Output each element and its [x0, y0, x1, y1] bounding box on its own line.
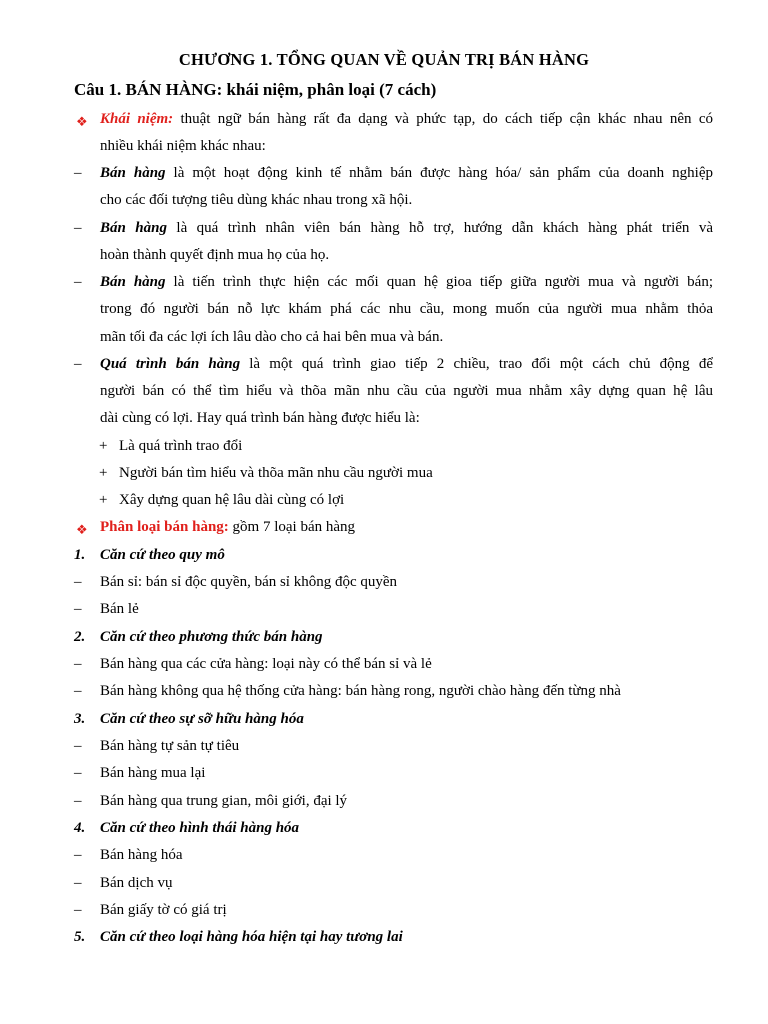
plus-bullet: +	[99, 492, 108, 508]
group-4-item-2: Bán dịch vụ	[100, 875, 173, 891]
plus-bullet: +	[99, 465, 108, 481]
group-1-number: 1.	[74, 547, 86, 563]
concept-line-2: nhiều khái niệm khác nhau:	[100, 138, 266, 154]
definition-4-line-1: Quá trình bán hàng là một quá trình giao tiếp 2 chiều, trao đổi một cách chủ động để	[100, 356, 714, 372]
dash-bullet: –	[74, 765, 82, 781]
definition-1-line-2: cho các đối tượng tiêu dùng khác nhau trong xã hội.	[100, 192, 413, 208]
dash-bullet: –	[74, 574, 82, 590]
definition-3-line-1: Bán hàng là tiến trình thực hiện các mối quan hệ gioa tiếp giữa người mua và người bán;	[100, 274, 713, 290]
dash-bullet: –	[74, 683, 82, 699]
definition-3-line-2: trong đó người bán nỗ lực khám phá các nhu cầu, mong muốn của người mua nhằm thỏa	[100, 301, 713, 317]
group-3-number: 3.	[74, 711, 86, 727]
classification-line: Phân loại bán hàng: gồm 7 loại bán hàng	[100, 519, 356, 535]
group-1-heading: Căn cứ theo quy mô	[100, 547, 225, 563]
group-2-item-2: Bán hàng không qua hệ thống cửa hàng: bán hàng rong, người chào hàng đến từng nhà	[100, 683, 621, 699]
dash-bullet: –	[74, 220, 82, 236]
process-point-2: Người bán tìm hiểu và thõa mãn nhu cầu người mua	[119, 465, 433, 481]
definition-4-line-3: dài cùng có lợi. Hay quá trình bán hàng được hiểu là:	[100, 410, 420, 426]
group-4-item-3: Bán giấy tờ có giá trị	[100, 902, 227, 918]
group-4-heading: Căn cứ theo hình thái hàng hóa	[100, 820, 300, 836]
diamond-bullet-icon: ❖	[76, 522, 88, 537]
group-3-item-1: Bán hàng tự sản tự tiêu	[100, 738, 240, 754]
group-5-number: 5.	[74, 929, 86, 945]
concept-label: Khái niệm:	[100, 111, 174, 127]
dash-bullet: –	[74, 165, 82, 181]
dash-bullet: –	[74, 793, 82, 809]
process-point-3: Xây dựng quan hệ lâu dài cùng có lợi	[119, 492, 345, 508]
group-3-heading: Căn cứ theo sự sỡ hữu hàng hóa	[100, 711, 304, 727]
group-1-item-2: Bán lẻ	[100, 601, 139, 617]
group-2-number: 2.	[74, 629, 86, 645]
classification-label: Phân loại bán hàng:	[100, 519, 229, 535]
group-4-item-1: Bán hàng hóa	[100, 847, 183, 863]
group-2-item-1: Bán hàng qua các cửa hàng: loại này có thể bán sỉ và lẻ	[100, 656, 432, 672]
definition-3-line-3: mãn tối đa các lợi ích lâu dào cho cả hai bên mua và bán.	[100, 329, 444, 345]
chapter-title: CHƯƠNG 1. TỔNG QUAN VỀ QUẢN TRỊ BÁN HÀNG	[178, 50, 590, 69]
concept-line-1: Khái niệm: thuật ngữ bán hàng rất đa dạng và phức tạp, do cách tiếp cận khác nhau nên có	[100, 111, 713, 127]
group-5-heading: Căn cứ theo loại hàng hóa hiện tại hay tương lai	[100, 929, 403, 945]
dash-bullet: –	[74, 601, 82, 617]
plus-bullet: +	[99, 438, 108, 454]
definition-2-line-2: hoàn thành quyết định mua họ của họ.	[100, 247, 330, 263]
dash-bullet: –	[74, 656, 82, 672]
group-2-heading: Căn cứ theo phương thức bán hàng	[100, 629, 323, 645]
dash-bullet: –	[74, 902, 82, 918]
group-3-item-2: Bán hàng mua lại	[100, 765, 206, 781]
definition-4-line-2: người bán có thể tìm hiểu và thõa mãn nhu cầu của người mua nhằm xây dựng quan hệ lâu	[100, 383, 713, 399]
process-point-1: Là quá trình trao đổi	[119, 438, 243, 454]
group-1-item-1: Bán sỉ: bán sỉ độc quyền, bán sỉ không độc quyền	[100, 574, 398, 590]
group-3-item-3: Bán hàng qua trung gian, môi giới, đại lý	[100, 793, 348, 809]
dash-bullet: –	[74, 356, 82, 372]
dash-bullet: –	[74, 738, 82, 754]
diamond-bullet-icon: ❖	[76, 114, 88, 129]
definition-2-line-1: Bán hàng là quá trình nhân viên bán hàng hỗ trợ, hướng dẫn khách hàng phát triển và	[100, 220, 713, 236]
group-4-number: 4.	[74, 820, 86, 836]
dash-bullet: –	[74, 847, 82, 863]
definition-1-line-1: Bán hàng là một hoạt động kinh tế nhằm bán được hàng hóa/ sản phẩm của doanh nghiệp	[100, 165, 713, 181]
dash-bullet: –	[74, 274, 82, 290]
question-heading: Câu 1. BÁN HÀNG: khái niệm, phân loại (7 cách)	[74, 80, 437, 99]
dash-bullet: –	[74, 875, 82, 891]
